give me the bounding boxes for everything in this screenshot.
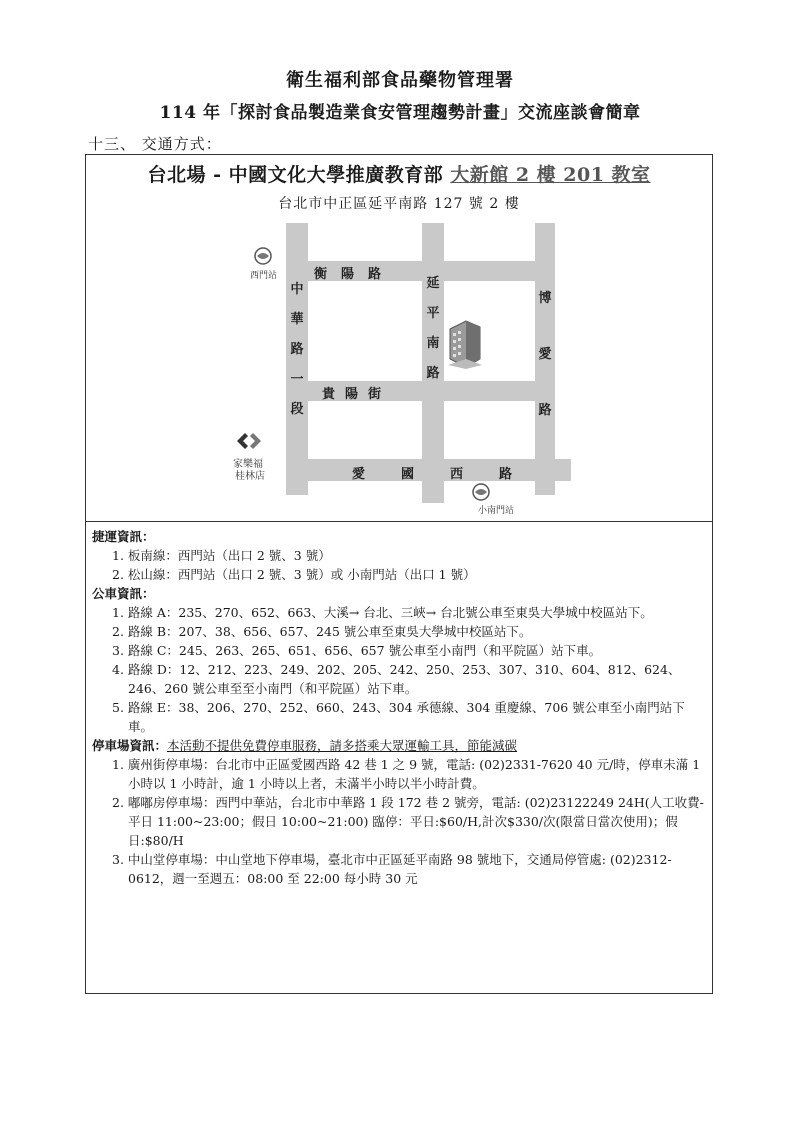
section-heading: 十三、 交通方式： — [88, 135, 222, 153]
parking-item: 2. 嘟嘟房停車場：西門中華站，台北市中華路 1 段 172 巷 2 號旁，電話: (02)23122249 24H(人工收費-平日 11:00~23:00；假日 10:00~21:00) 臨停：平日:$60/H,計次$330/次(限當日當次使用)；假日:$80/H — [112, 795, 704, 848]
building-icon — [446, 319, 482, 369]
road-label-zhonghua: 中華路一段 — [290, 282, 304, 417]
bus-item: 4. 路線 D：12、212、223、249、202、205、242、250、253、307、310、604、812、624、246、260 號公車至至小南門（和平院區）站下車。 — [112, 662, 681, 696]
map-divider — [86, 521, 712, 522]
parking-heading-line — [92, 736, 704, 755]
venue-heading — [86, 160, 712, 187]
xiaonanmen-station-label: 小南門站 — [478, 506, 515, 516]
metro-heading: 捷運資訊： — [92, 529, 155, 544]
carrefour-logo-icon — [233, 431, 265, 451]
metro-item: 1. 板南線：西門站（出口 2 號、3 號） — [112, 548, 331, 563]
transport-info-frame — [85, 154, 713, 994]
venue-room: 大新館 2 樓 201 教室 — [450, 164, 651, 186]
ximen-metro-icon — [254, 247, 272, 265]
parking-heading: 停車場資訊： — [92, 738, 168, 753]
venue-name: 台北場 - 中國文化大學推廣教育部 — [147, 164, 444, 186]
bus-item: 3. 路線 C：245、263、265、651、656、657 號公車至小南門（和平院區）站下車。 — [112, 643, 602, 658]
bus-item: 1. 路線 A：235、270、652、663、大溪→ 台北、三峽→ 台北號公車至東吳大學城中校區站下。 — [112, 605, 653, 620]
bus-item: 2. 路線 B：207、38、656、657、245 號公車至東吳大學城中校區站下。 — [112, 624, 532, 639]
venue-address: 台北市中正區延平南路 127 號 2 樓 — [278, 196, 520, 212]
location-map — [86, 215, 712, 521]
bus-heading: 公車資訊： — [92, 586, 155, 601]
transport-details — [92, 527, 704, 888]
parking-item: 1. 廣州街停車場：台北市中正區愛國西路 42 巷 1 之 9 號，電話: (02)2331-7620 40 元/時，停車未滿 1 小時以 1 小時計，逾 1 小時以上者，未滿半小時以半小時計費。 — [112, 757, 701, 791]
ximen-station-label: 西門站 — [250, 271, 278, 281]
store-brand: 家樂福 — [233, 459, 263, 470]
metro-item: 2. 松山線：西門站（出口 2 號、3 號）或 小南門站（出口 1 號） — [112, 567, 476, 582]
parking-note: 本活動不提供免費停車服務，請多搭乘大眾運輸工具，節能減碳 — [167, 738, 518, 753]
bus-item: 5. 路線 E：38、206、270、252、660、243、304 承德線、304 重慶線、706 號公車至小南門站下車。 — [112, 700, 685, 734]
road-label-yanping: 延平南路 — [426, 276, 440, 381]
road-label-aiguo: 愛國西路 — [352, 467, 549, 482]
parking-item: 3. 中山堂停車場：中山堂地下停車場，臺北市中正區延平南路 98 號地下，交通局停管處: (02)2312-0612，週一至週五：08:00 至 22:00 每小時 30 元 — [112, 852, 672, 886]
store-branch: 桂林店 — [235, 471, 265, 482]
road-label-boai: 博愛路 — [538, 291, 552, 418]
document-org-title: 衛生福利部食品藥物管理署 — [286, 70, 514, 91]
road-label-guiyang: 貴陽街 — [322, 387, 392, 402]
document-event-title: 114 年「探討食品製造業食安管理趨勢計畫」交流座談會簡章 — [159, 103, 641, 123]
road-label-hengyang: 衡陽路 — [314, 267, 396, 282]
xiaonanmen-metro-icon — [472, 483, 490, 501]
